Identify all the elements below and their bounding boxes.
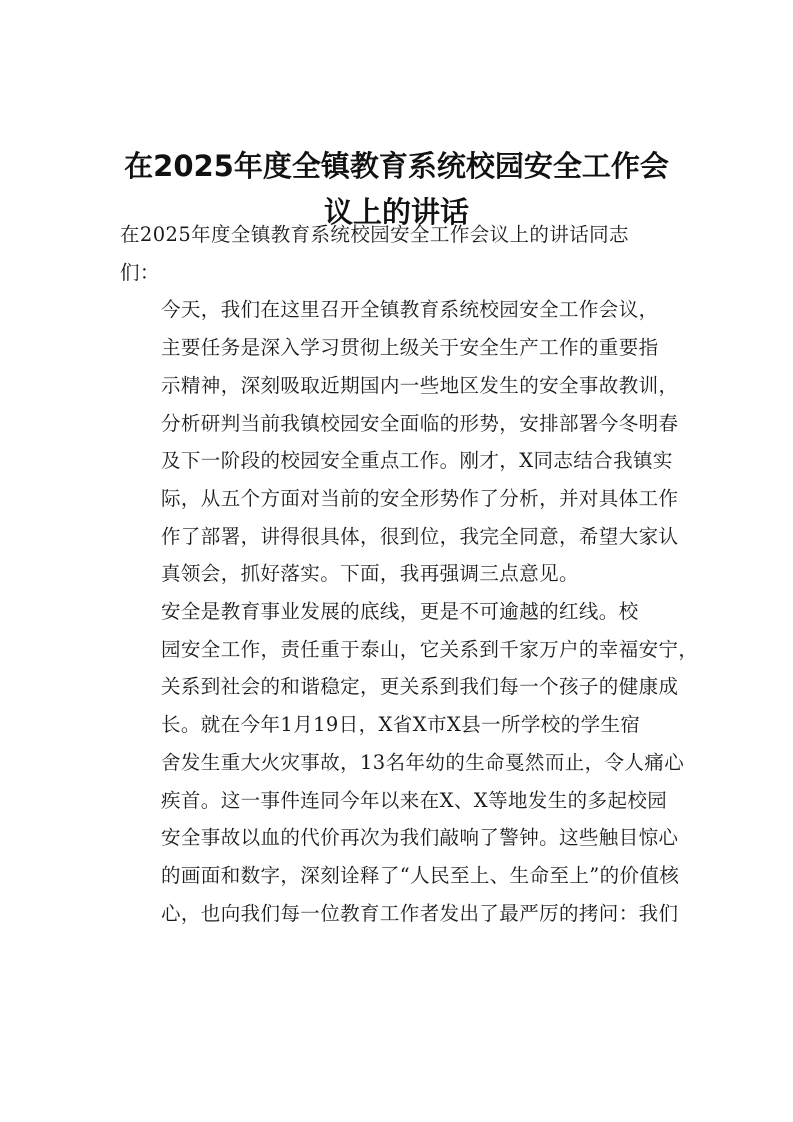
paragraph-line: 示精神，深刻吸取近期国内一些地区发生的安全事故教训， xyxy=(161,373,679,397)
paragraph-line: 安全事故以血的代价再次为我们敲响了警钟。这些触目惊心 xyxy=(161,826,679,850)
paragraph-line: 作了部署，讲得很具体，很到位，我完全同意，希望大家认 xyxy=(161,524,679,548)
paragraph-line: 的画面和数字，深刻诠释了“人民至上、生命至上”的价值核 xyxy=(161,863,680,887)
paragraph-line: 心，也向我们每一位教育工作者发出了最严厉的拷问：我们 xyxy=(161,901,679,925)
paragraph-line: 疾首。这一事件连同今年以来在X、X等地发生的多起校园 xyxy=(161,788,668,812)
paragraph-line: 及下一阶段的校园安全重点工作。刚才，X同志结合我镇实 xyxy=(161,449,673,473)
paragraph-line: 分析研判当前我镇校园安全面临的形势，安排部署今冬明春 xyxy=(161,411,679,435)
title-line-1: 在2025年度全镇教育系统校园安全工作会 xyxy=(124,149,669,184)
title-line-2: 议上的讲话 xyxy=(323,195,469,230)
paragraph-line: 安全是教育事业发展的底线，更是不可逾越的红线。校 xyxy=(161,600,639,624)
salutation xyxy=(120,216,680,291)
paragraph-line: 际，从五个方面对当前的安全形势作了分析，并对具体工作 xyxy=(161,486,679,510)
paragraph-1 xyxy=(120,291,680,593)
paragraph-2 xyxy=(120,593,699,932)
paragraph-line: 长。就在今年1月19日，X省X市X县一所学校的学生宿 xyxy=(161,713,641,737)
salutation-line: 在2025年度全镇教育系统校园安全工作会议上的讲话同志 xyxy=(120,223,629,246)
paragraph-line: 舍发生重大火灾事故，13名年幼的生命戛然而止，令人痛心 xyxy=(161,750,685,774)
paragraph-line: 关系到社会的和谐稳定，更关系到我们每一个孩子的健康成 xyxy=(161,675,679,699)
document-body xyxy=(120,216,699,932)
paragraph-line: 今天，我们在这里召开全镇教育系统校园安全工作会议， xyxy=(161,298,659,322)
paragraph-line: 园安全工作，责任重于泰山，它关系到千家万户的幸福安宁， xyxy=(161,637,699,661)
paragraph-line: 主要任务是深入学习贯彻上级关于安全生产工作的重要指 xyxy=(161,336,659,360)
salutation-line: 们： xyxy=(120,260,160,284)
paragraph-line: 真领会，抓好落实。下面，我再强调三点意见。 xyxy=(161,562,579,586)
